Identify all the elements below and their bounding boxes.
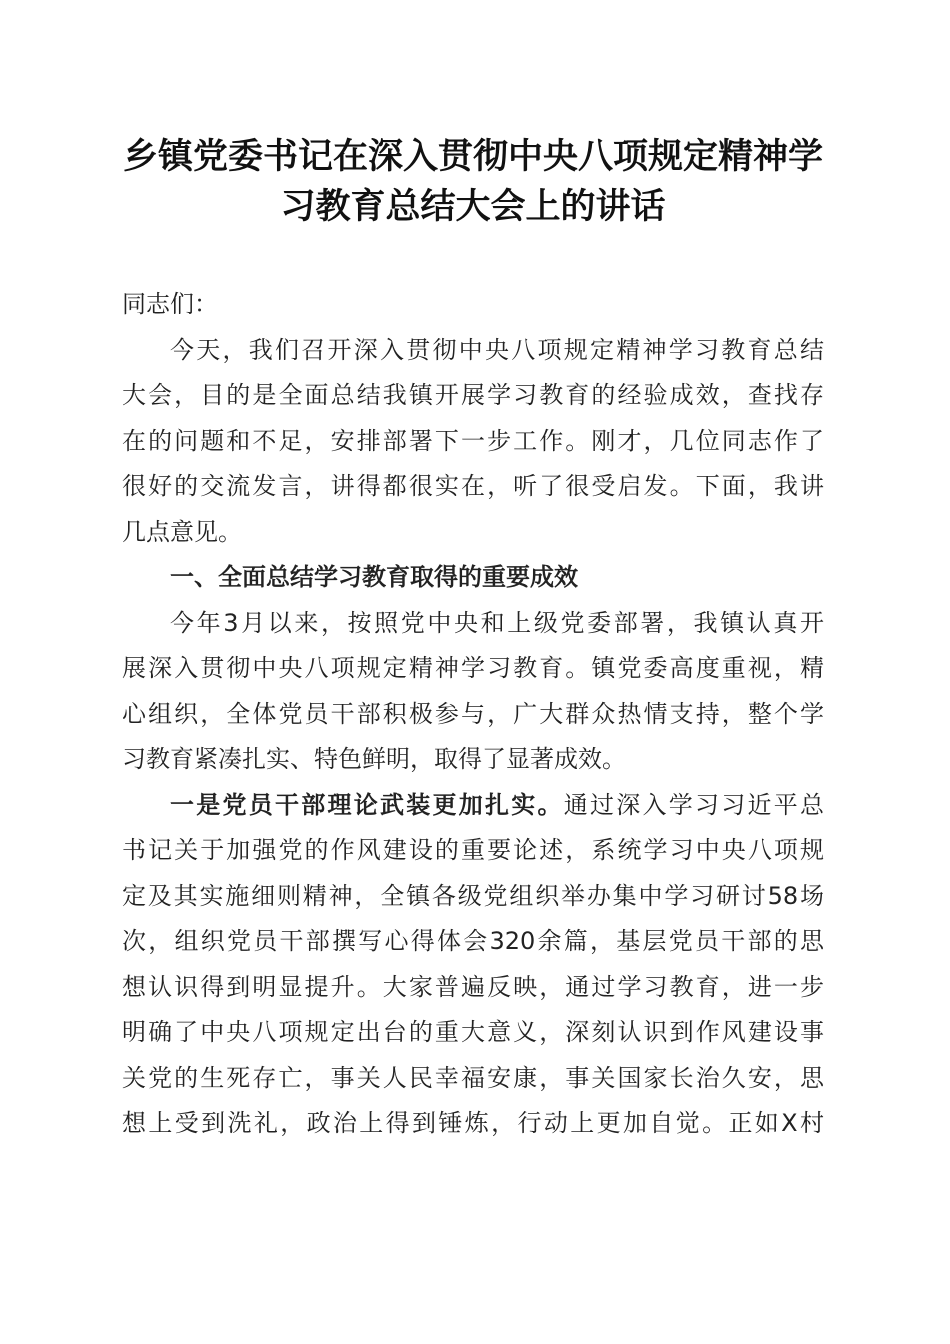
paragraph-line: 次，组织党员干部撰写心得体会320余篇，基层党员干部的思 (122, 927, 824, 955)
paragraph-line: 很好的交流发言，讲得都很实在，听了很受启发。下面，我讲 (122, 472, 824, 500)
title-line: 乡镇党委书记在深入贯彻中央八项规定精神学 (122, 136, 823, 177)
paragraph-line: 想认识得到明显提升。大家普遍反映，通过学习教育，进一步 (122, 972, 824, 1001)
paragraph-lead: 一是党员干部理论武装更加扎实。 (170, 790, 564, 819)
paragraph-line: 今天，我们召开深入贯彻中央八项规定精神学习教育总结 (170, 335, 824, 364)
paragraph-line: 关党的生死存亡，事关人民幸福安康，事关国家长治久安，思 (122, 1063, 824, 1092)
section-heading: 一、全面总结学习教育取得的重要成效 (170, 563, 578, 591)
salutation: 同志们： (122, 290, 218, 318)
paragraph-line (122, 783, 824, 829)
paragraph-line: 书记关于加强党的作风建设的重要论述，系统学习中央八项规 (122, 836, 824, 864)
paragraph-line: 在的问题和不足，安排部署下一步工作。刚才，几位同志作了 (122, 426, 824, 455)
document-body (122, 282, 824, 1147)
paragraph-line: 定及其实施细则精神，全镇各级党组织举办集中学习研讨58场 (122, 881, 824, 910)
paragraph-line: 习教育紧凑扎实、特色鲜明，取得了显著成效。 (122, 745, 626, 773)
paragraph-line: 今年3月以来，按照党中央和上级党委部署，我镇认真开 (170, 608, 824, 637)
paragraph-overview (122, 601, 824, 783)
paragraph-line: 想上受到洗礼，政治上得到锤炼，行动上更加自觉。正如X村 (122, 1109, 824, 1137)
paragraph-line: 明确了中央八项规定出台的重大意义，深刻认识到作风建设事 (122, 1018, 824, 1046)
document-title (122, 132, 824, 232)
paragraph-intro (122, 328, 824, 556)
paragraph-line: 心组织，全体党员干部积极参与，广大群众热情支持，整个学 (122, 699, 824, 728)
paragraph-lead-rest: 通过深入学习习近平总 (563, 790, 824, 819)
paragraph-theory (122, 783, 824, 1147)
paragraph-line: 展深入贯彻中央八项规定精神学习教育。镇党委高度重视，精 (122, 654, 824, 682)
paragraph-line: 大会，目的是全面总结我镇开展学习教育的经验成效，查找存 (122, 381, 824, 409)
paragraph-line: 几点意见。 (122, 517, 242, 546)
title-line: 习教育总结大会上的讲话 (280, 186, 666, 227)
